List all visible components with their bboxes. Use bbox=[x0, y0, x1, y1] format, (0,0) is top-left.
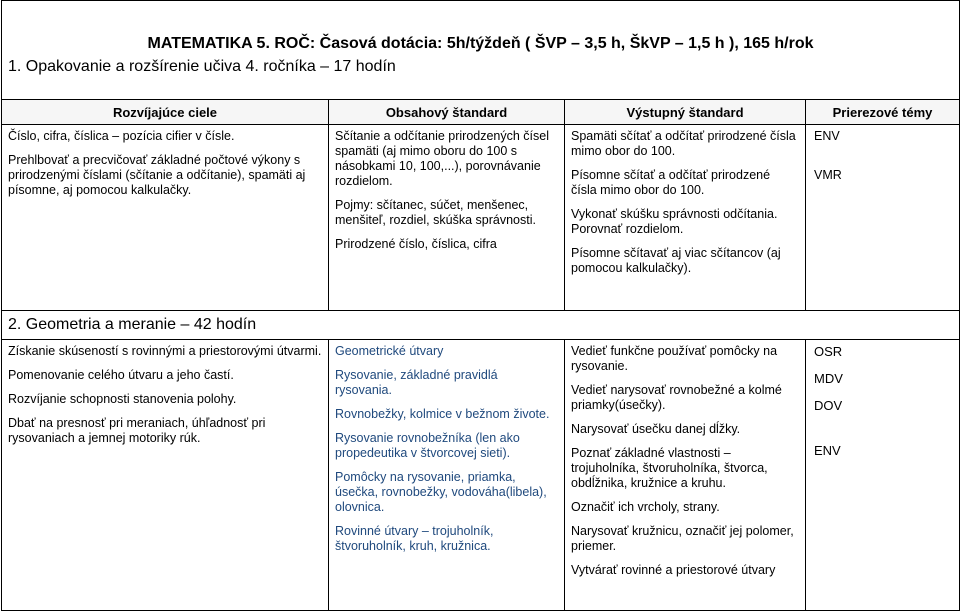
section1-goal: Prehlbovať a precvičovať základné počtové výkony s prirodzenými číslami (sčítanie a odčítanie), spamäti aj písomne, aj pomocou kalkulačky. bbox=[8, 153, 306, 197]
section2-theme: MDV bbox=[814, 371, 843, 386]
section2-content-item: Pomôcky na rysovanie, priamka, úsečka, rovnobežky, vodováha(libela), olovnica. bbox=[335, 470, 547, 514]
title-cell bbox=[2, 1, 960, 100]
section1-row bbox=[2, 125, 960, 311]
section2-output-cell bbox=[565, 340, 806, 611]
section2-output-item: Poznať základné vlastnosti – trojuholníka, štvoruholníka, štvorca, obdĺžnika, kružnice a kruhu. bbox=[571, 446, 768, 490]
section2-themes-cell bbox=[806, 340, 960, 611]
section1-title: 1. Opakovanie a rozšírenie učiva 4. ročníka – 17 hodín bbox=[8, 58, 396, 75]
section1-content-item: Prirodzené číslo, číslica, cifra bbox=[335, 237, 497, 251]
header-row bbox=[2, 100, 960, 125]
header-goals: Rozvíjajúce ciele bbox=[2, 100, 329, 125]
section2-content-item: Geometrické útvary bbox=[335, 344, 444, 358]
section2-output-item: Narysovať úsečku danej dĺžky. bbox=[571, 422, 741, 436]
section2-content-cell bbox=[329, 340, 565, 611]
section2-content-item: Rovnobežky, kolmice v bežnom živote. bbox=[335, 407, 550, 421]
section1-goals-cell bbox=[2, 125, 329, 311]
section2-output-item: Vedieť narysovať rovnobežné a kolmé priamky(úsečky). bbox=[571, 383, 782, 412]
section2-goal: Získanie skúseností s rovinnými a priestorovými útvarmi. bbox=[8, 344, 322, 358]
section2-row bbox=[2, 340, 960, 611]
section2-goal: Dbať na presnosť pri meraniach, úhľadnosť pri rysovaniach a jemnej motoriky rúk. bbox=[8, 416, 266, 445]
section1-output-item: Spamäti sčítať a odčítať prirodzené čísla mimo obor do 100. bbox=[571, 129, 796, 158]
section2-goal: Rozvíjanie schopnosti stanovenia polohy. bbox=[8, 392, 237, 406]
section1-content-item: Sčítanie a odčítanie prirodzených čísel spamäti (aj mimo oboru do 100 s násobkami 10, 100,...), porovnávanie rozdielom. bbox=[335, 129, 550, 188]
section1-output-item: Písomne sčítavať aj viac sčítancov (aj pomocou kalkulačky). bbox=[571, 246, 781, 275]
header-output: Výstupný štandard bbox=[565, 100, 806, 125]
section1-theme: ENV bbox=[814, 129, 840, 143]
section2-theme: ENV bbox=[814, 443, 841, 458]
section1-goal: Číslo, cifra, číslica – pozícia cifier v čísle. bbox=[8, 129, 235, 143]
section1-content-item: Pojmy: sčítanec, súčet, menšenec, menšiteľ, rozdiel, skúška správnosti. bbox=[335, 198, 536, 227]
section1-output-item: Vykonať skúšku správnosti odčítania. Porovnať rozdielom. bbox=[571, 207, 778, 236]
section2-goal: Pomenovanie celého útvaru a jeho častí. bbox=[8, 368, 234, 382]
curriculum-table bbox=[1, 0, 960, 611]
main-title: MATEMATIKA 5. ROČ: Časová dotácia: 5h/týždeň ( ŠVP – 3,5 h, ŠkVP – 1,5 h ), 165 h/rok bbox=[147, 35, 814, 52]
header-themes: Prierezové témy bbox=[806, 100, 960, 125]
section1-content-cell bbox=[329, 125, 565, 311]
section2-title-cell bbox=[2, 311, 960, 340]
section2-output-item: Vytvárať rovinné a priestorové útvary bbox=[571, 563, 776, 577]
section1-output-cell bbox=[565, 125, 806, 311]
section1-themes-cell bbox=[806, 125, 960, 311]
section2-output-item: Označiť ich vrcholy, strany. bbox=[571, 500, 720, 514]
section2-theme: DOV bbox=[814, 398, 843, 413]
header-content: Obsahový štandard bbox=[329, 100, 565, 125]
section2-goals-cell bbox=[2, 340, 329, 611]
section2-content-item: Rysovanie rovnobežníka (len ako propedeutika v štvorcovej sieti). bbox=[335, 431, 520, 460]
section2-output-item: Narysovať kružnicu, označiť jej polomer, priemer. bbox=[571, 524, 794, 553]
section1-output-item: Písomne sčítať a odčítať prirodzené čísla mimo obor do 100. bbox=[571, 168, 771, 197]
section2-output-item: Vedieť funkčne používať pomôcky na rysovanie. bbox=[571, 344, 778, 373]
section2-content-item: Rovinné útvary – trojuholník, štvoruholník, kruh, kružnica. bbox=[335, 524, 494, 553]
section2-title: 2. Geometria a meranie – 42 hodín bbox=[8, 316, 257, 333]
section2-theme: OSR bbox=[814, 344, 843, 359]
section2-content-item: Rysovanie, základné pravidlá rysovania. bbox=[335, 368, 498, 397]
section1-theme: VMR bbox=[814, 168, 842, 182]
